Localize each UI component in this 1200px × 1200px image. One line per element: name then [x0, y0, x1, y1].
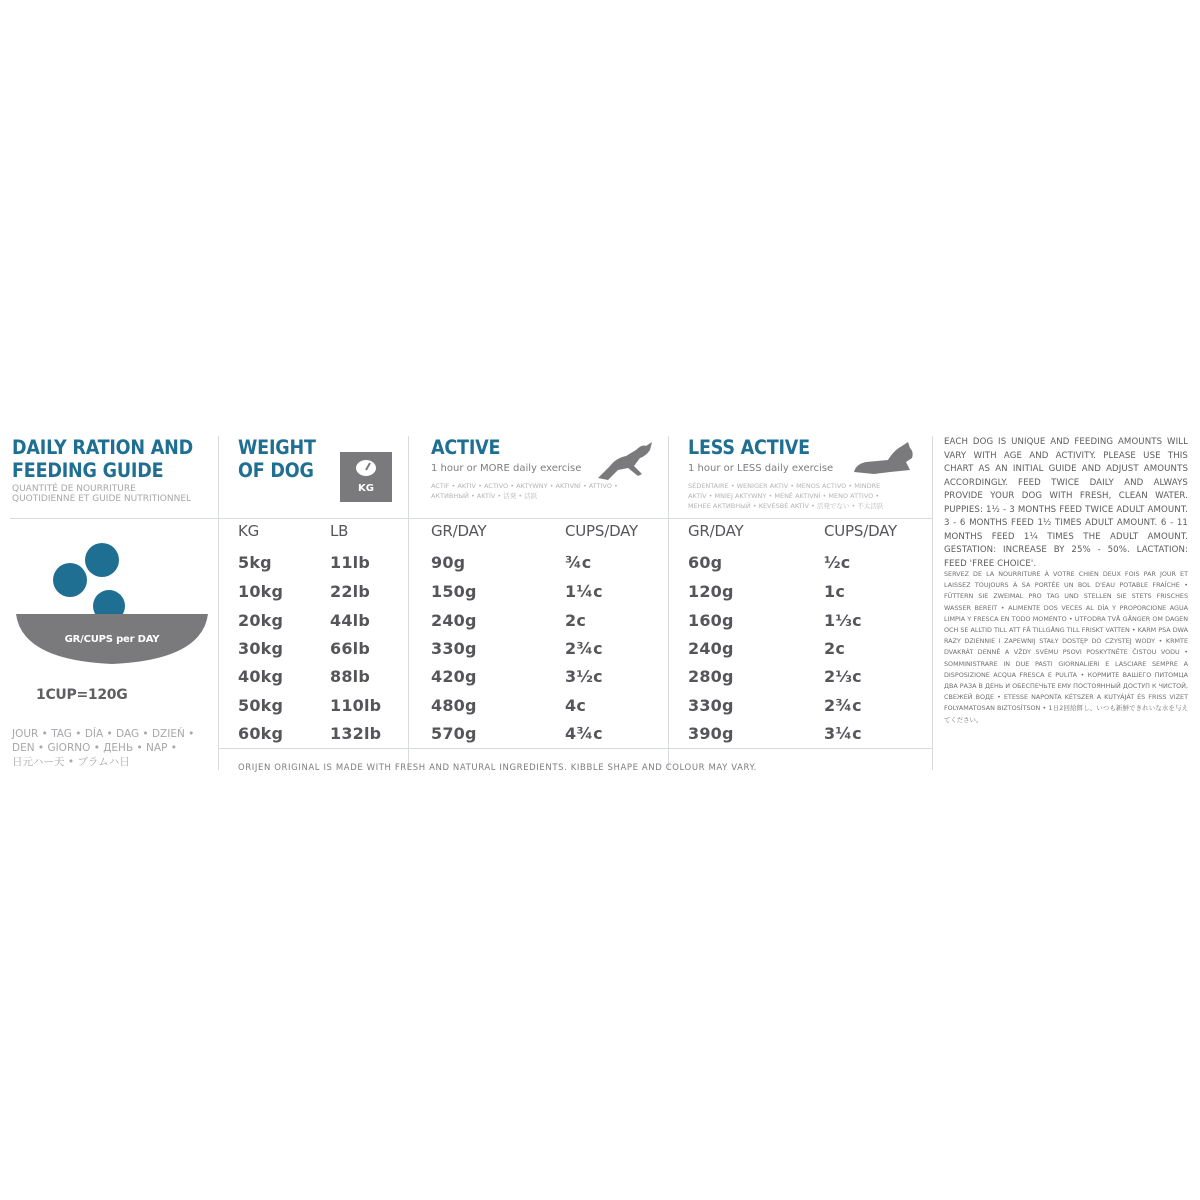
scale-label: KG	[358, 483, 374, 494]
cup-conversion-note: 1CUP=120G	[36, 687, 128, 703]
col-header-active-cups: CUPS/DAY	[565, 522, 639, 540]
cell-active-cups: ¾c	[565, 553, 592, 572]
cell-kg: 5kg	[238, 553, 272, 572]
cell-active-cups: 1¼c	[565, 582, 603, 601]
active-heading: ACTIVE	[431, 436, 501, 459]
bowl-label: GR/CUPS per DAY	[64, 634, 160, 645]
divider-header	[218, 518, 932, 519]
cell-active-gr: 570g	[431, 724, 477, 743]
divider-right	[932, 436, 933, 770]
cell-kg: 30kg	[238, 639, 284, 658]
cell-less-cups: 1c	[824, 582, 846, 601]
cell-active-gr: 90g	[431, 553, 466, 572]
feeding-instructions: EACH DOG IS UNIQUE AND FEEDING AMOUNTS WILL VARY WITH AGE AND ACTIVITY. PLEASE USE THIS CHART AS AN INITIAL GUIDE AND ADJUST AMOUNTS ACCORDINGLY. FEED TWICE DAILY AND ALWAYS PROVIDE YOUR DOG WITH FRESH, CLEAN WATER. PUPPIES: 1½ - 3 MONTHS FEED TWICE ADULT AMOUNT. 3 - 6 MONTHS FEED 1½ TIMES ADULT AMOUNT. 6 - 11 MONTHS FEED 1¼ TIMES THE ADULT AMOUNT. GESTATION: INCREASE BY 25% - 50%. LACTATION: FEED 'FREE CHOICE'.	[944, 437, 1188, 569]
running-dog-icon	[590, 436, 656, 482]
cell-active-gr: 480g	[431, 696, 477, 715]
cell-less-gr: 390g	[688, 724, 734, 743]
cell-kg: 20kg	[238, 611, 284, 630]
cell-lb: 11lb	[330, 553, 371, 572]
col-header-kg: KG	[238, 522, 260, 540]
cell-less-cups: 2¾c	[824, 696, 862, 715]
cell-active-cups: 2c	[565, 611, 587, 630]
less-active-translations: SÉDENTAIRE • WENIGER AKTIV • MENOS ACTIVO • MINDRE AKTIV • MNIEJ AKTYWNY • MÉNĚ AKTIVNÍ • MENO ATTIVO • МЕНЕЕ АКТИВНЫЙ • KEVÉSBÉ AKTÍV • 活発でない • 不太活跃	[688, 482, 884, 510]
cell-active-cups: 2¾c	[565, 639, 603, 658]
cell-lb: 22lb	[330, 582, 371, 601]
col-header-lb: LB	[330, 522, 349, 540]
active-translations: ACTIF • AKTIV • ACTIVO • AKTYWNY • AKTIVNÍ • ATTIVO • АКТИВНЫЙ • AKTÍV • 活発 • 活跃	[431, 482, 618, 500]
divider-active	[668, 436, 669, 770]
guide-subtitle: QUANTITÉ DE NOURRITURE QUOTIDIENNE ET GUIDE NUTRITIONNEL	[12, 484, 192, 504]
cell-lb: 110lb	[330, 696, 382, 715]
cell-lb: 88lb	[330, 667, 371, 686]
footnote: ORIJEN ORIGINAL IS MADE WITH FRESH AND NATURAL INGREDIENTS. KIBBLE SHAPE AND COLOUR MAY VARY.	[238, 763, 757, 773]
cell-active-gr: 150g	[431, 582, 477, 601]
cell-less-gr: 60g	[688, 553, 723, 572]
guide-title: DAILY RATION AND FEEDING GUIDE	[12, 436, 194, 482]
cell-less-cups: 3¼c	[824, 724, 862, 743]
per-day-translations: JOUR • TAG • DÍA • DAG • DZIEŃ • DEN • GIORNO • ДЕНЬ • NAP • 日元ハー天 • ブラムハ日	[12, 728, 195, 768]
resting-dog-icon	[850, 438, 918, 478]
cell-lb: 66lb	[330, 639, 371, 658]
cell-less-gr: 120g	[688, 582, 734, 601]
cell-lb: 132lb	[330, 724, 382, 743]
cell-lb: 44lb	[330, 611, 371, 630]
cell-less-cups: ½c	[824, 553, 851, 572]
divider-weight	[408, 436, 409, 770]
weight-of-dog-heading: WEIGHT OF DOG	[238, 436, 316, 482]
divider-left	[218, 436, 219, 770]
col-header-less-gr: GR/DAY	[688, 522, 744, 540]
less-active-subtitle: 1 hour or LESS daily exercise	[688, 463, 834, 474]
divider-footer	[218, 748, 932, 749]
cell-active-gr: 330g	[431, 639, 477, 658]
cell-active-gr: 240g	[431, 611, 477, 630]
cell-less-cups: 2c	[824, 639, 846, 658]
cell-kg: 50kg	[238, 696, 284, 715]
cell-less-cups: 2⅓c	[824, 667, 862, 686]
cell-kg: 60kg	[238, 724, 284, 743]
kibble-ball-left-icon	[53, 563, 87, 597]
cell-less-gr: 240g	[688, 639, 734, 658]
scale-icon	[340, 452, 392, 502]
cell-less-cups: 1⅓c	[824, 611, 862, 630]
cell-kg: 40kg	[238, 667, 284, 686]
less-active-heading: LESS ACTIVE	[688, 436, 810, 459]
col-header-less-cups: CUPS/DAY	[824, 522, 898, 540]
feeding-instructions-translations: SERVEZ DE LA NOURRITURE À VOTRE CHIEN DEUX FOIS PAR JOUR ET LAISSEZ TOUJOURS À SA PORTÉE UN BOL D'EAU POTABLE FRAÎCHE • FÜTTERN SIE ZWEIMAL PRO TAG UND STELLEN SIE STETS FRISCHES WASSER BEREIT • ALIMENTE DOS VECES AL DÍA Y PROPORCIONE AGUA LIMPIA Y FRESCA EN TODO MOMENTO • UTFODRA TVÅ GÅNGER OM DAGEN OCH SE ALLTID TILL ATT FÅ TILLGÅNG TILL FRISKT VATTEN • KARM PSA DWA RAZY DZIENNIE I ZAPEWNIJ STAŁY DOSTĘP DO CZYSTEJ WODY • KRMTE DVAKRÁT DENNĚ A VŽDY SVÉMU PSOVI POSKYTNĚTE ČISTOU VODU • SOMMINISTRARE IN DUE PASTI GIORNALIERI E LASCIARE SEMPRE A DISPOSIZIONE ACQUA FRESCA E PULITA • КОРМИТЕ ВАШЕГО ПИТОМЦА ДВА РАЗА В ДЕНЬ И ОБЕСПЕЧЬТЕ ЕМУ ПОСТОЯННЫЙ ДОСТУП К ЧИСТОЙ, СВЕЖЕЙ ВОДЕ • ETESSE NAPONTA KÉTSZER A KUTYÁJÁT ÉS FRISS VIZET FOLYAMATOSAN BIZTOSÍTSON • 1日2回給餌し、いつも新鮮できれいな水を与えてください。	[944, 570, 1188, 724]
cell-kg: 10kg	[238, 582, 284, 601]
cell-less-gr: 280g	[688, 667, 734, 686]
cell-active-cups: 4¾c	[565, 724, 603, 743]
divider-left-header	[10, 518, 218, 519]
cell-less-gr: 160g	[688, 611, 734, 630]
cell-less-gr: 330g	[688, 696, 734, 715]
cell-active-cups: 3½c	[565, 667, 603, 686]
active-subtitle: 1 hour or MORE daily exercise	[431, 463, 582, 474]
col-header-active-gr: GR/DAY	[431, 522, 487, 540]
kibble-bowl-icon	[12, 534, 212, 674]
kibble-ball-top-icon	[85, 543, 119, 577]
cell-active-gr: 420g	[431, 667, 477, 686]
cell-active-cups: 4c	[565, 696, 587, 715]
